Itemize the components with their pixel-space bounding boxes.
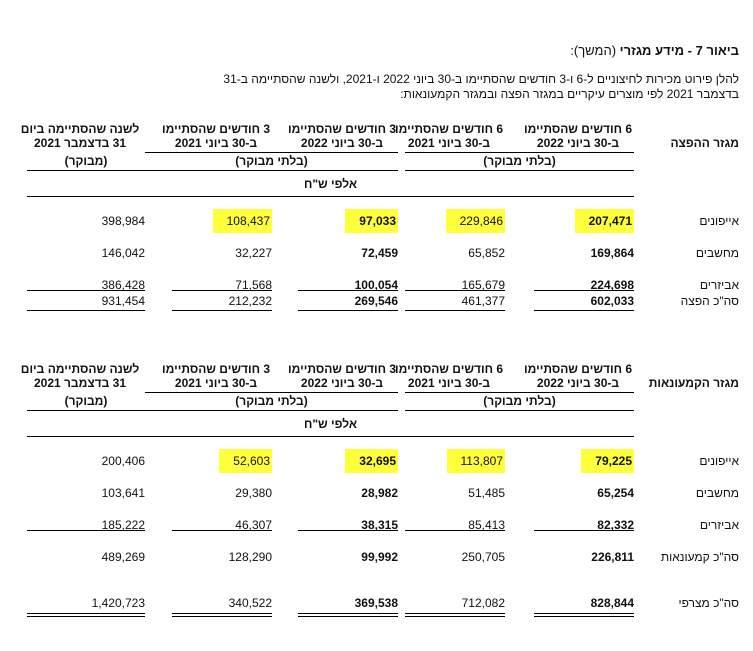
paren-underline-2 (145, 410, 398, 411)
segment-label-distribution: מגזר ההפצה (670, 136, 739, 150)
grand-total-double-underline (534, 613, 634, 617)
paren-underline-1 (405, 410, 634, 411)
column-header-line2: ב-30 ביוני 2021 (174, 376, 258, 390)
total-underline-bottom (172, 310, 272, 311)
unaudited-label-6m: (בלתי מבוקר) (483, 394, 556, 408)
row-label: אביזרים (699, 518, 739, 532)
column-header-line2: 31 בדצמבר 2021 (33, 136, 126, 150)
column-header-line2: ב-30 ביוני 2022 (536, 376, 620, 390)
note-continued: (המשך): (570, 43, 617, 58)
total-underline (534, 290, 634, 291)
column-header-retail-4 (11, 362, 149, 390)
value-cell: 51,485 (468, 486, 505, 500)
total-underline (534, 530, 634, 531)
column-header-line2: ב-30 ביוני 2021 (407, 376, 491, 390)
total-underline-bottom (405, 310, 505, 311)
total-underline (27, 290, 145, 291)
total-label: סה"כ קמעונאות (660, 550, 739, 564)
audited-label: (מבוקר) (64, 154, 108, 168)
column-header-line2: ב-30 ביוני 2022 (300, 136, 384, 150)
total-value: 269,546 (354, 294, 398, 308)
value-cell: 65,254 (597, 486, 634, 500)
column-header-line2: ב-30 ביוני 2021 (174, 136, 258, 150)
audited-label: (מבוקר) (64, 394, 108, 408)
total-value: 99,992 (361, 550, 398, 564)
column-header-distribution-3 (156, 122, 276, 150)
value-cell: 224,698 (590, 278, 634, 292)
paren-underline-3 (27, 170, 145, 171)
value-cell: 108,437 (213, 209, 272, 233)
value-cell: 398,984 (101, 214, 145, 228)
value-cell: 97,033 (345, 209, 398, 233)
header-underline-pair-2 (271, 392, 398, 393)
note-title-text: ביאור 7 - מידע מגזרי (619, 43, 739, 58)
grand-total-value: 369,538 (354, 596, 398, 610)
column-header-line1: לשנה שהסתיימה ביום (20, 362, 140, 376)
column-header-line2: ב-30 ביוני 2022 (536, 136, 620, 150)
row-label: מחשבים (695, 246, 739, 260)
value-cell: 72,459 (361, 246, 398, 260)
segment-label-retail: מגזר הקמעונאות (648, 376, 739, 390)
header-underline-pair-2 (271, 152, 398, 153)
total-value: 602,033 (590, 294, 634, 308)
grand-total-value: 340,522 (228, 596, 272, 610)
column-header-distribution-0 (518, 122, 638, 150)
row-label: מחשבים (695, 486, 739, 500)
total-underline (172, 530, 272, 531)
value-cell: 71,568 (235, 278, 272, 292)
column-header-line2: ב-30 ביוני 2021 (407, 136, 491, 150)
value-cell: 100,054 (354, 278, 398, 292)
value-cell: 32,695 (345, 449, 398, 473)
units-underline (27, 436, 634, 437)
total-underline (298, 530, 398, 531)
row-label: אביזרים (699, 278, 739, 292)
row-label: אייפונים (699, 454, 739, 468)
value-cell: 32,227 (235, 246, 272, 260)
total-underline (172, 290, 272, 291)
value-cell: 28,982 (361, 486, 398, 500)
value-cell: 146,042 (101, 246, 145, 260)
value-cell: 169,864 (590, 246, 634, 260)
value-cell: 229,846 (446, 209, 505, 233)
row-label: אייפונים (699, 214, 739, 228)
paren-underline-1 (405, 170, 634, 171)
grand-total-label: סה"כ מצרפי (678, 596, 739, 610)
grand-total-value: 712,082 (461, 596, 505, 610)
total-value: 931,454 (101, 294, 145, 308)
value-cell: 200,406 (101, 454, 145, 468)
units-label: אלפי ש"ח (303, 417, 358, 431)
value-cell: 46,307 (235, 518, 272, 532)
value-cell: 113,807 (447, 449, 506, 473)
header-underline-pair-3 (145, 392, 272, 393)
grand-total-double-underline (298, 613, 398, 617)
grand-total-value: 1,420,723 (91, 596, 145, 610)
unaudited-label-3m: (בלתי מבוקר) (235, 154, 308, 168)
total-underline (27, 530, 145, 531)
column-header-distribution-1 (389, 122, 509, 150)
grand-total-double-underline (172, 613, 272, 617)
column-header-line1: 6 חודשים שהסתיימו (523, 362, 633, 376)
intro-line-2: בדצמבר 2021 לפי מוצרים עיקריים במגזר הפצה ובמגזר הקמעונאות: (400, 87, 739, 101)
column-header-distribution-4 (11, 122, 149, 150)
total-label: סה"כ הפצה (680, 294, 739, 308)
value-cell: 52,603 (219, 449, 272, 473)
units-underline (27, 196, 634, 197)
units-label: אלפי ש"ח (303, 177, 358, 191)
column-header-line1: 6 חודשים שהסתיימו (523, 122, 633, 136)
column-header-line1: 3 חודשים שהסתיימו (287, 362, 397, 376)
column-header-retail-0 (518, 362, 638, 390)
column-header-line2: 31 בדצמבר 2021 (33, 376, 126, 390)
value-cell: 185,222 (101, 518, 145, 532)
header-underline-pair-3 (145, 152, 272, 153)
unaudited-label-3m: (בלתי מבוקר) (235, 394, 308, 408)
total-underline-bottom (534, 310, 634, 311)
total-underline-bottom (27, 310, 145, 311)
intro-text (223, 72, 739, 102)
value-cell: 65,852 (468, 246, 505, 260)
column-header-retail-2 (282, 362, 402, 390)
total-value: 489,269 (101, 550, 145, 564)
column-header-line1: 6 חודשים שהסתיימו (394, 362, 504, 376)
total-underline (298, 290, 398, 291)
header-underline-pair-1 (405, 392, 634, 393)
unaudited-label-6m: (בלתי מבוקר) (483, 154, 556, 168)
paren-underline-2 (145, 170, 398, 171)
total-underline-bottom (298, 310, 398, 311)
value-cell: 207,471 (575, 209, 634, 233)
value-cell: 79,225 (581, 449, 634, 473)
column-header-line1: לשנה שהסתיימה ביום (20, 122, 140, 136)
value-cell: 82,332 (597, 518, 634, 532)
total-value: 212,232 (228, 294, 272, 308)
column-header-distribution-2 (282, 122, 402, 150)
total-underline (405, 290, 505, 291)
value-cell: 85,413 (468, 518, 505, 532)
paren-underline-3 (27, 410, 145, 411)
intro-line-1: להלן פירוט מכירות לחיצוניים ל-6 ו-3 חודשים שהסתיימו ב-30 ביוני 2022 ו-2021, ולשנה שהסתיימה ב-31 (223, 72, 739, 86)
column-header-retail-1 (389, 362, 509, 390)
column-header-retail-3 (156, 362, 276, 390)
grand-total-double-underline (405, 613, 505, 617)
value-cell: 29,380 (235, 486, 272, 500)
grand-total-value: 828,844 (590, 596, 634, 610)
value-cell: 386,428 (101, 278, 145, 292)
value-cell: 103,641 (101, 486, 145, 500)
total-underline (405, 530, 505, 531)
total-value: 128,290 (228, 550, 272, 564)
total-value: 461,377 (461, 294, 505, 308)
total-value: 250,705 (461, 550, 505, 564)
column-header-line2: ב-30 ביוני 2022 (300, 376, 384, 390)
column-header-line1: 3 חודשים שהסתיימו (287, 122, 397, 136)
value-cell: 165,679 (461, 278, 505, 292)
column-header-line1: 3 חודשים שהסתיימו (161, 362, 271, 376)
column-header-line1: 6 חודשים שהסתיימו (394, 122, 504, 136)
value-cell: 38,315 (361, 518, 398, 532)
header-underline-pair-1 (405, 152, 634, 153)
note-title (570, 43, 739, 58)
grand-total-double-underline (27, 613, 145, 617)
column-header-line1: 3 חודשים שהסתיימו (161, 122, 271, 136)
total-value: 226,811 (591, 550, 634, 564)
